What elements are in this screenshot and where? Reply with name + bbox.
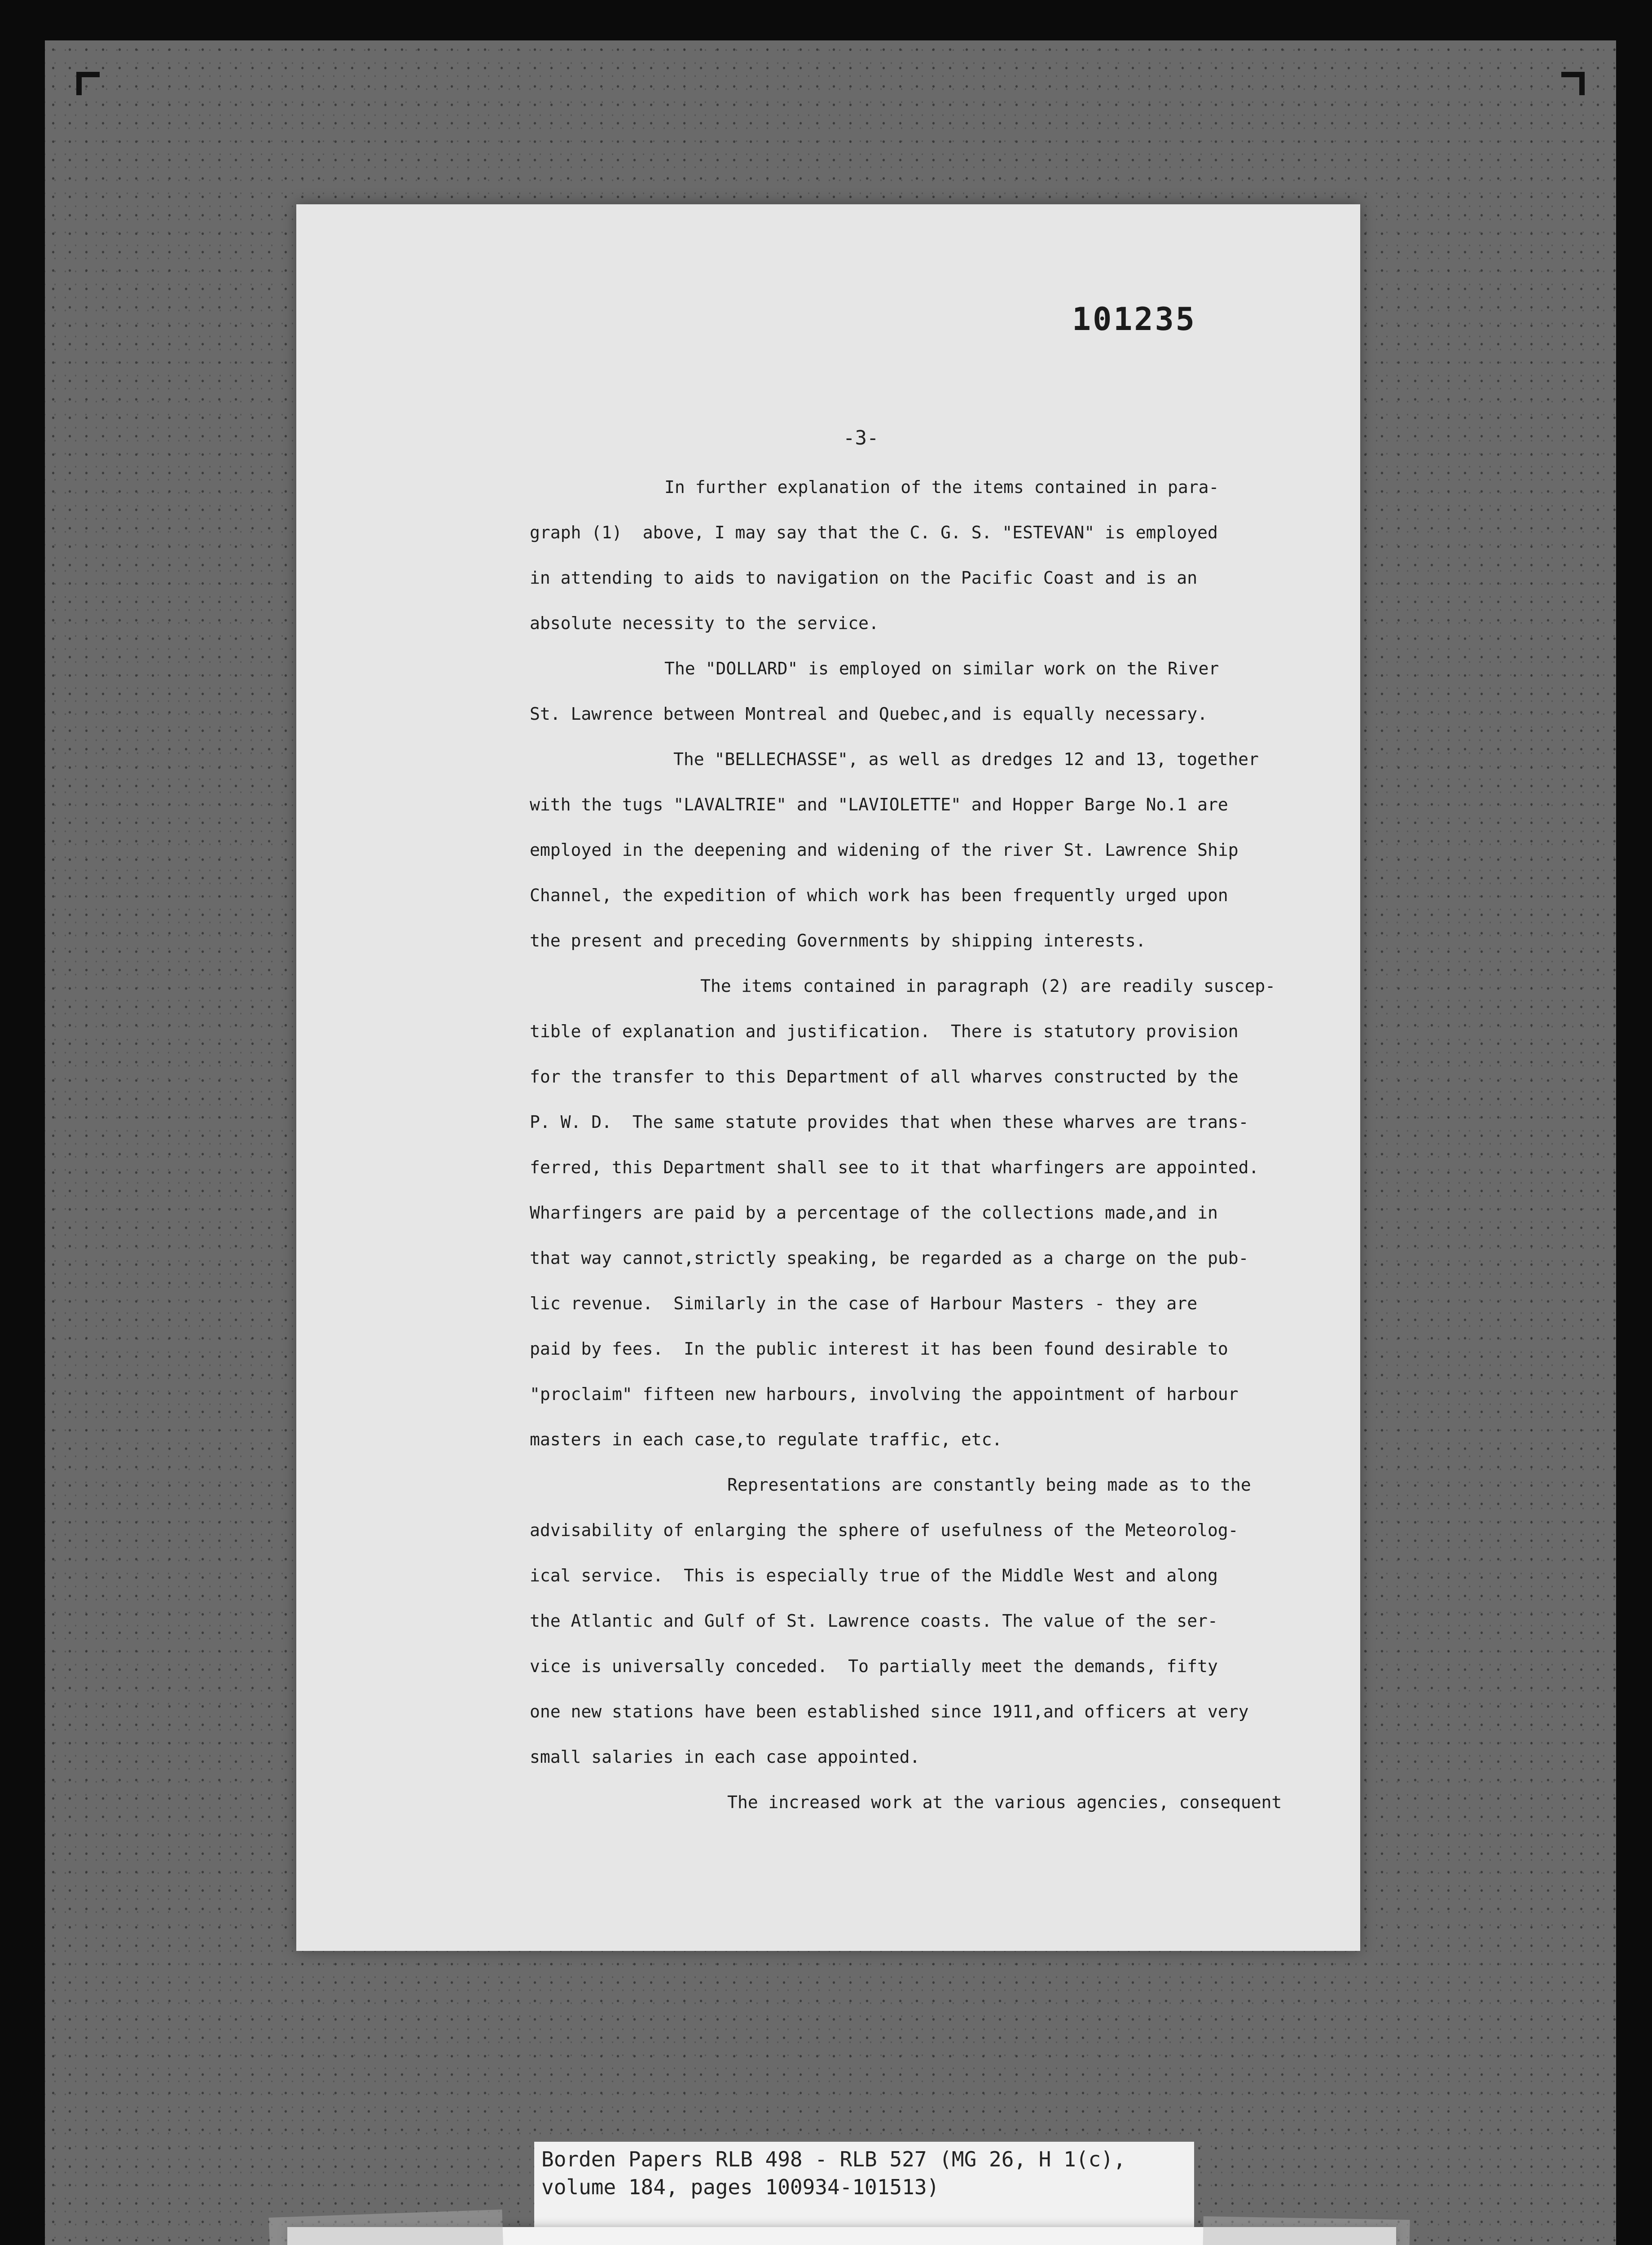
text-line: masters in each case,to regulate traffic, etc. <box>530 1430 1002 1449</box>
tape-strip <box>1203 2216 1410 2245</box>
text-line: with the tugs "LAVALTRIE" and "LAVIOLETTE" and Hopper Barge No.1 are <box>530 795 1228 814</box>
crop-mark-top-right <box>1561 72 1585 95</box>
paragraph-agencies <box>530 1780 1338 1825</box>
text-line: the Atlantic and Gulf of St. Lawrence coasts. The value of the ser- <box>530 1611 1218 1631</box>
paragraph-dollard <box>530 646 1338 737</box>
typed-letter-page <box>296 204 1360 1951</box>
document-number: 101235 <box>1072 301 1196 338</box>
text-line: vice is universally conceded. To partially meet the demands, fifty <box>530 1656 1218 1676</box>
text-line: small salaries in each case appointed. <box>530 1747 920 1767</box>
text-line: St. Lawrence between Montreal and Quebec,and is equally necessary. <box>530 704 1208 724</box>
text-line: lic revenue. Similarly in the case of Harbour Masters - they are <box>530 1294 1198 1313</box>
citation-label <box>534 2142 1194 2232</box>
citation-line: volume 184, pages 100934-101513) <box>541 2175 940 2199</box>
text-line: The "BELLECHASSE", as well as dredges 12 and 13, together <box>673 749 1259 769</box>
archive-stamp-card <box>287 2227 1396 2245</box>
paragraph-meteorological <box>530 1462 1338 1780</box>
crop-mark-top-left <box>76 72 100 95</box>
text-line: The "DOLLARD" is employed on similar work on the River <box>664 659 1219 678</box>
text-line: P. W. D. The same statute provides that when these wharves are trans- <box>530 1112 1249 1132</box>
text-line: The increased work at the various agencies, consequent <box>727 1792 1282 1812</box>
text-line: Wharfingers are paid by a percentage of the collections made,and in <box>530 1203 1218 1223</box>
text-line: graph (1) above, I may say that the C. G. S. "ESTEVAN" is employed <box>530 523 1218 542</box>
paragraph-bellechasse <box>530 737 1338 964</box>
text-line: "proclaim" fifteen new harbours, involving the appointment of harbour <box>530 1384 1239 1404</box>
text-line: In further explanation of the items contained in para- <box>664 477 1219 497</box>
text-line: The items contained in paragraph (2) are readily suscep- <box>700 976 1276 996</box>
text-line: the present and preceding Governments by shipping interests. <box>530 931 1146 951</box>
text-line: Representations are constantly being made as to the <box>727 1475 1251 1495</box>
text-line: for the transfer to this Department of all wharves constructed by the <box>530 1067 1239 1087</box>
text-line: ferred, this Department shall see to it that wharfingers are appointed. <box>530 1158 1259 1177</box>
citation-line: Borden Papers RLB 498 - RLB 527 (MG 26, H 1(c), <box>541 2147 1126 2171</box>
text-line: Channel, the expedition of which work has been frequently urged upon <box>530 885 1228 905</box>
paragraph-wharves <box>530 964 1338 1462</box>
text-line: one new stations have been established since 1911,and officers at very <box>530 1702 1249 1721</box>
text-line: tible of explanation and justification. There is statutory provision <box>530 1021 1239 1041</box>
letter-body <box>530 465 1338 1825</box>
text-line: in attending to aids to navigation on the Pacific Coast and is an <box>530 568 1198 588</box>
text-line: absolute necessity to the service. <box>530 613 879 633</box>
text-line: that way cannot,strictly speaking, be regarded as a charge on the pub- <box>530 1248 1249 1268</box>
text-line: ical service. This is especially true of the Middle West and along <box>530 1566 1218 1585</box>
page-number: -3- <box>843 427 879 449</box>
paragraph-estevan <box>530 465 1338 646</box>
text-line: paid by fees. In the public interest it has been found desirable to <box>530 1339 1228 1359</box>
text-line: advisability of enlarging the sphere of usefulness of the Meteorolog- <box>530 1520 1239 1540</box>
text-line: employed in the deepening and widening of the river St. Lawrence Ship <box>530 840 1239 860</box>
